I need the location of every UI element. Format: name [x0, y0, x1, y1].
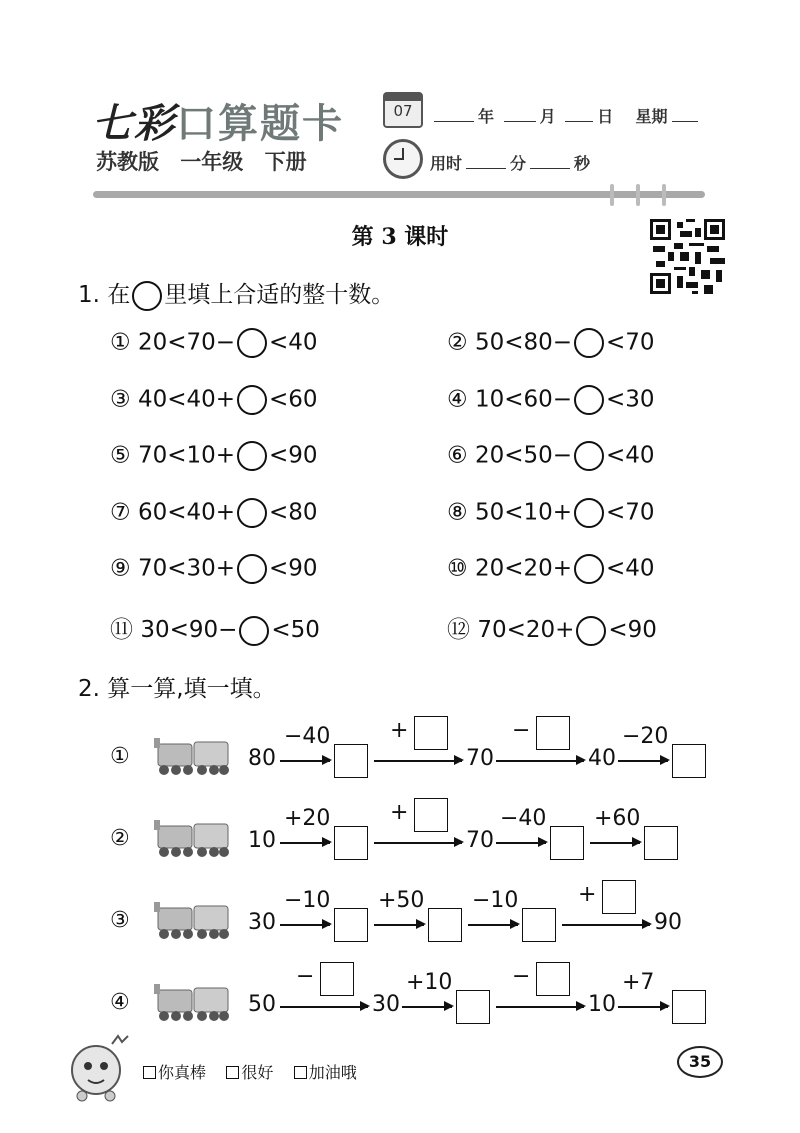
arrow — [496, 1006, 584, 1008]
rating-option[interactable] — [294, 1063, 357, 1082]
answer-circle[interactable] — [237, 385, 267, 415]
problem-left: 70<30+ — [137, 555, 236, 582]
problem-right: <30 — [606, 386, 655, 413]
problem-number: ⑦ — [110, 499, 131, 526]
section1-title — [78, 276, 394, 311]
calendar-day: 07 — [393, 102, 413, 120]
operator: − — [512, 718, 531, 743]
fill-circle-problem — [447, 385, 655, 415]
intermediate-value: 40 — [588, 746, 616, 771]
operator: − — [296, 964, 315, 989]
month-blank[interactable] — [504, 107, 536, 122]
result-answer-box[interactable] — [672, 744, 706, 778]
rating-label: 加油哦 — [308, 1063, 357, 1082]
operation-label — [406, 970, 452, 995]
operator: + — [390, 800, 409, 825]
result-answer-box[interactable] — [428, 908, 462, 942]
arrow — [374, 760, 462, 762]
weekday-blank[interactable] — [672, 107, 698, 122]
operation-label — [296, 964, 314, 989]
operand-answer-box[interactable] — [536, 716, 570, 750]
calendar-icon — [383, 92, 423, 128]
result-answer-box[interactable] — [522, 908, 556, 942]
lesson-title: 第 3 课时 — [351, 224, 449, 250]
problem-right: <60 — [269, 386, 318, 413]
result-answer-box[interactable] — [644, 826, 678, 860]
problem-number: ⑪ — [110, 617, 133, 643]
minutes-blank[interactable] — [466, 154, 506, 169]
problem-left: 20<70− — [137, 329, 236, 356]
operator: +60 — [594, 806, 641, 831]
fill-circle-problem — [110, 328, 318, 358]
fill-circle-problem — [447, 611, 657, 646]
operator: −10 — [284, 888, 331, 913]
result-answer-box[interactable] — [456, 990, 490, 1024]
result-answer-box[interactable] — [550, 826, 584, 860]
month-label: 月 — [539, 107, 556, 126]
answer-circle[interactable] — [239, 616, 269, 646]
intermediate-value: 30 — [372, 992, 400, 1017]
operator: + — [390, 718, 409, 743]
answer-circle[interactable] — [574, 554, 604, 584]
problem-left: 60<40+ — [137, 499, 236, 526]
problem-number: ⑫ — [447, 617, 470, 643]
problem-number: ⑥ — [447, 442, 468, 469]
fill-circle-problem — [110, 554, 318, 584]
operation-label — [378, 888, 424, 913]
problem-right: <70 — [606, 329, 655, 356]
train-icon — [150, 820, 232, 860]
weekday-label: 星期 — [635, 107, 668, 126]
arrow — [562, 924, 650, 926]
arrow — [618, 760, 668, 762]
operand-answer-box[interactable] — [602, 880, 636, 914]
fill-circle-problem — [447, 441, 655, 471]
day-label: 日 — [597, 107, 614, 126]
checkbox[interactable] — [226, 1066, 239, 1079]
chain-number: ③ — [110, 908, 130, 933]
problem-number: ⑤ — [110, 442, 131, 469]
arrow — [280, 1006, 368, 1008]
operand-answer-box[interactable] — [414, 716, 448, 750]
section1-title-before: 1. 在 — [78, 282, 131, 308]
intermediate-value: 90 — [654, 910, 682, 935]
operator: −20 — [622, 724, 669, 749]
problem-right: <40 — [606, 442, 655, 469]
problem-right: <50 — [271, 617, 320, 643]
operation-label — [622, 724, 668, 749]
fill-circle-problem — [447, 498, 655, 528]
answer-circle[interactable] — [237, 441, 267, 471]
arrow — [374, 924, 424, 926]
problem-number: ① — [110, 329, 131, 356]
operator: +7 — [622, 970, 655, 995]
answer-circle[interactable] — [237, 328, 267, 358]
operation-label — [578, 882, 596, 907]
arrow — [280, 842, 330, 844]
qr-code-icon[interactable] — [650, 218, 725, 295]
operator: +20 — [284, 806, 331, 831]
problem-right: <40 — [269, 329, 318, 356]
rating-option[interactable] — [143, 1063, 206, 1082]
rating-option[interactable] — [226, 1063, 273, 1082]
problem-left: 40<40+ — [137, 386, 236, 413]
date-fields — [430, 104, 702, 127]
problem-left: 50<10+ — [474, 499, 573, 526]
arrow — [402, 1006, 452, 1008]
rating-label: 很好 — [241, 1063, 274, 1082]
arithmetic-chain — [110, 964, 730, 1050]
operator: +10 — [406, 970, 453, 995]
start-value: 80 — [248, 746, 276, 771]
problem-right: <70 — [606, 499, 655, 526]
seconds-label: 秒 — [574, 154, 591, 173]
operation-label — [284, 806, 330, 831]
problem-left: 20<50− — [474, 442, 573, 469]
arrow — [280, 924, 330, 926]
arrow — [374, 842, 462, 844]
section1-title-after: 里填上合适的整十数。 — [164, 282, 395, 308]
problem-left: 50<80− — [474, 329, 573, 356]
chain-number: ② — [110, 826, 130, 851]
problem-right: <40 — [606, 555, 655, 582]
seconds-blank[interactable] — [530, 154, 570, 169]
circle-icon — [132, 281, 162, 311]
problem-number: ② — [447, 329, 468, 356]
rating-options — [143, 1060, 357, 1083]
operation-label — [284, 888, 330, 913]
arrow — [468, 924, 518, 926]
answer-circle[interactable] — [574, 441, 604, 471]
result-answer-box[interactable] — [334, 826, 368, 860]
divider-peg — [610, 184, 614, 206]
intermediate-value: 70 — [466, 828, 494, 853]
problem-right: <90 — [608, 617, 657, 643]
result-answer-box[interactable] — [334, 908, 368, 942]
operation-label — [390, 800, 408, 825]
operation-label — [622, 970, 654, 995]
problem-number: ⑨ — [110, 555, 131, 582]
fill-circle-problem — [110, 385, 318, 415]
answer-circle[interactable] — [237, 498, 267, 528]
operator: −40 — [284, 724, 331, 749]
operator: +50 — [378, 888, 425, 913]
year-blank[interactable] — [434, 107, 474, 122]
problem-number: ③ — [110, 386, 131, 413]
arrow — [280, 760, 330, 762]
time-fields — [430, 151, 590, 174]
arithmetic-chain — [110, 800, 730, 886]
answer-circle[interactable] — [237, 554, 267, 584]
problem-left: 70<10+ — [137, 442, 236, 469]
page-number: 35 — [677, 1046, 723, 1078]
problem-left: 70<20+ — [477, 617, 575, 643]
train-icon — [150, 984, 232, 1024]
edition-label: 苏教版 一年级 下册 — [96, 150, 307, 174]
arrow — [618, 1006, 668, 1008]
brand-prefix: 七彩 — [92, 101, 176, 147]
arithmetic-chain — [110, 718, 730, 804]
checkbox[interactable] — [294, 1066, 307, 1079]
brand-title — [92, 92, 344, 149]
operator: − — [512, 964, 531, 989]
operation-label — [512, 964, 530, 989]
arrow — [496, 842, 546, 844]
chain-number: ④ — [110, 990, 130, 1015]
operand-answer-box[interactable] — [320, 962, 354, 996]
rating-label: 你真棒 — [158, 1063, 207, 1082]
section2-title: 2. 算一算,填一填。 — [78, 676, 276, 702]
operation-label — [390, 718, 408, 743]
problem-number: ⑧ — [447, 499, 468, 526]
fill-circle-problem — [110, 611, 320, 646]
operation-label — [472, 888, 518, 913]
clock-icon — [383, 139, 423, 179]
arrow — [590, 842, 640, 844]
day-blank[interactable] — [565, 107, 593, 122]
answer-circle[interactable] — [574, 328, 604, 358]
start-value: 10 — [248, 828, 276, 853]
minutes-label: 分 — [510, 154, 527, 173]
problem-left: 10<60− — [474, 386, 573, 413]
divider-peg — [662, 184, 666, 206]
chain-number: ① — [110, 744, 130, 769]
operand-answer-box[interactable] — [536, 962, 570, 996]
operand-answer-box[interactable] — [414, 798, 448, 832]
fill-circle-problem — [110, 498, 318, 528]
problem-left: 30<90− — [140, 617, 238, 643]
problem-number: ④ — [447, 386, 468, 413]
problem-right: <90 — [269, 442, 318, 469]
start-value: 50 — [248, 992, 276, 1017]
fill-circle-problem — [110, 441, 318, 471]
arithmetic-chain — [110, 882, 730, 968]
operator: −10 — [472, 888, 519, 913]
intermediate-value: 10 — [588, 992, 616, 1017]
train-icon — [150, 738, 232, 778]
answer-circle[interactable] — [574, 498, 604, 528]
fill-circle-problem — [447, 328, 655, 358]
operation-label — [284, 724, 330, 749]
mascot-icon — [62, 1028, 134, 1102]
operation-label — [594, 806, 640, 831]
operation-label — [512, 718, 530, 743]
checkbox[interactable] — [143, 1066, 156, 1079]
operator: −40 — [500, 806, 547, 831]
brand-title-text: 口算题卡 — [176, 101, 344, 147]
result-answer-box[interactable] — [334, 744, 368, 778]
problem-number: ⑩ — [447, 555, 468, 582]
start-value: 30 — [248, 910, 276, 935]
year-label: 年 — [478, 107, 495, 126]
intermediate-value: 70 — [466, 746, 494, 771]
operator: + — [578, 882, 597, 907]
problem-right: <80 — [269, 499, 318, 526]
divider-peg — [636, 184, 640, 206]
time-label: 用时 — [430, 154, 463, 173]
operation-label — [500, 806, 546, 831]
problem-left: 20<20+ — [474, 555, 573, 582]
arrow — [496, 760, 584, 762]
answer-circle[interactable] — [576, 616, 606, 646]
answer-circle[interactable] — [574, 385, 604, 415]
train-icon — [150, 902, 232, 942]
fill-circle-problem — [447, 554, 655, 584]
result-answer-box[interactable] — [672, 990, 706, 1024]
problem-right: <90 — [269, 555, 318, 582]
